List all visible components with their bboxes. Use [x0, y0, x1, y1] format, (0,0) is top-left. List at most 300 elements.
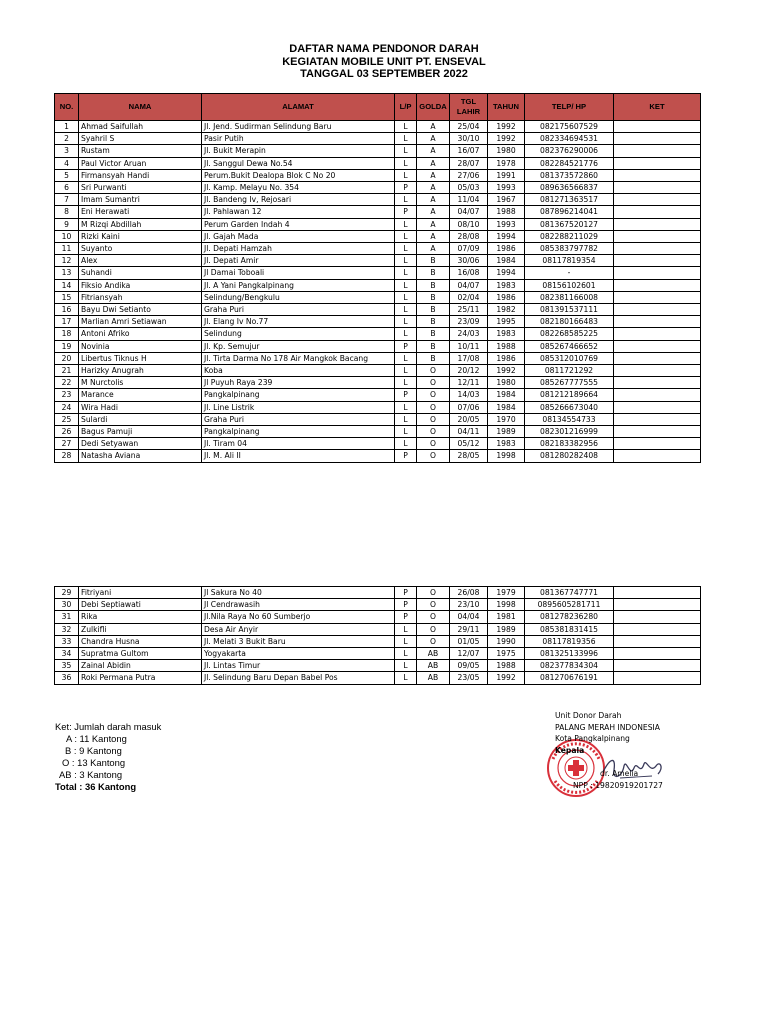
cell-telp: 081373572860 — [525, 169, 614, 181]
cell-nama: M Rizqi Abdillah — [79, 218, 202, 230]
cell-golda: O — [417, 611, 450, 623]
cell-tahun: 1988 — [488, 660, 525, 672]
cell-golda: O — [417, 587, 450, 599]
cell-ket — [614, 121, 701, 133]
table-row — [55, 623, 701, 635]
cell-nama: Rizki Kaini — [79, 230, 202, 242]
cell-golda: A — [417, 230, 450, 242]
cell-no: 29 — [55, 587, 79, 599]
cell-lp: L — [395, 635, 417, 647]
cell-lp: L — [395, 255, 417, 267]
cell-telp: 0811721292 — [525, 365, 614, 377]
cell-golda: A — [417, 206, 450, 218]
cell-no: 15 — [55, 291, 79, 303]
cell-no: 31 — [55, 611, 79, 623]
sig-org-unit: Unit Donor Darah — [555, 711, 622, 720]
table-row — [55, 157, 701, 169]
table-row — [55, 230, 701, 242]
table-row — [55, 377, 701, 389]
table-row — [55, 182, 701, 194]
cell-telp: 081367520127 — [525, 218, 614, 230]
cell-golda: B — [417, 267, 450, 279]
cell-tgl-lahir: 16/08 — [450, 267, 488, 279]
cell-tgl-lahir: 20/12 — [450, 365, 488, 377]
cell-no: 25 — [55, 413, 79, 425]
cell-nama: Syahril S — [79, 133, 202, 145]
cell-tahun: 1979 — [488, 587, 525, 599]
document-date: TANGGAL 03 SEPTEMBER 2022 — [300, 68, 468, 80]
cell-alamat: Jl. Kp. Semujur — [202, 340, 395, 352]
cell-tgl-lahir: 23/05 — [450, 672, 488, 684]
cell-alamat: Jl. Depati Amir — [202, 255, 395, 267]
cell-ket — [614, 206, 701, 218]
cell-nama: Marlian Amri Setiawan — [79, 316, 202, 328]
cell-ket — [614, 389, 701, 401]
table-row — [55, 389, 701, 401]
cell-telp: 085267777555 — [525, 377, 614, 389]
cell-alamat: Jl. Pahlawan 12 — [202, 206, 395, 218]
cell-alamat: Jl. Bukit Merapin — [202, 145, 395, 157]
summary-type-o: O : 13 Kantong — [62, 757, 126, 769]
table-row — [55, 255, 701, 267]
cell-ket — [614, 672, 701, 684]
cell-alamat: Pangkalpinang — [202, 426, 395, 438]
cell-golda: A — [417, 121, 450, 133]
cell-golda: O — [417, 401, 450, 413]
cell-tgl-lahir: 04/04 — [450, 611, 488, 623]
cell-alamat: Jl Damai Toboali — [202, 267, 395, 279]
cell-ket — [614, 304, 701, 316]
cell-alamat: Jl Cendrawasih — [202, 599, 395, 611]
summary-type-b: B : 9 Kantong — [65, 745, 122, 757]
cell-lp: L — [395, 169, 417, 181]
cell-golda: AB — [417, 648, 450, 660]
cell-golda: O — [417, 438, 450, 450]
cell-ket — [614, 328, 701, 340]
cell-tahun: 1982 — [488, 304, 525, 316]
table-row — [55, 206, 701, 218]
cell-alamat: Selindung — [202, 328, 395, 340]
cell-nama: Harizky Anugrah — [79, 365, 202, 377]
table-row — [55, 340, 701, 352]
sig-org-name: PALANG MERAH INDONESIA — [555, 722, 660, 732]
cell-golda: O — [417, 599, 450, 611]
cell-no: 17 — [55, 316, 79, 328]
cell-tgl-lahir: 20/05 — [450, 413, 488, 425]
cell-lp: L — [395, 316, 417, 328]
cell-tahun: 1998 — [488, 599, 525, 611]
cell-lp: L — [395, 304, 417, 316]
cell-alamat: Pangkalpinang — [202, 389, 395, 401]
cell-tgl-lahir: 27/06 — [450, 169, 488, 181]
cell-lp: L — [395, 267, 417, 279]
cell-nama: Ahmad Saifullah — [79, 121, 202, 133]
cell-telp: 08134554733 — [525, 413, 614, 425]
table-row — [55, 611, 701, 623]
cell-golda: A — [417, 133, 450, 145]
cell-alamat: Koba — [202, 365, 395, 377]
cell-telp: 082175607529 — [525, 121, 614, 133]
cell-tgl-lahir: 30/06 — [450, 255, 488, 267]
cell-alamat: Jl Puyuh Raya 239 — [202, 377, 395, 389]
cell-alamat: Jl. Tiram 04 — [202, 438, 395, 450]
table-row — [55, 328, 701, 340]
cell-no: 34 — [55, 648, 79, 660]
col-header-lp: L/P — [395, 94, 417, 121]
sig-role: Kepala — [555, 745, 585, 755]
table-header-row — [55, 94, 701, 121]
cell-tgl-lahir: 24/03 — [450, 328, 488, 340]
cell-tahun: 1992 — [488, 121, 525, 133]
cell-lp: L — [395, 365, 417, 377]
cell-telp: - — [525, 267, 614, 279]
cell-tgl-lahir: 28/07 — [450, 157, 488, 169]
cell-lp: L — [395, 623, 417, 635]
cell-telp: 081391537111 — [525, 304, 614, 316]
cell-ket — [614, 255, 701, 267]
cell-tahun: 1983 — [488, 328, 525, 340]
cell-telp: 081271363517 — [525, 194, 614, 206]
table-row — [55, 352, 701, 364]
cell-ket — [614, 169, 701, 181]
table-row — [55, 243, 701, 255]
cell-no: 22 — [55, 377, 79, 389]
summary-total: Total : 36 Kantong — [55, 781, 137, 793]
cell-lp: L — [395, 218, 417, 230]
cell-lp: L — [395, 413, 417, 425]
cell-nama: Suhandi — [79, 267, 202, 279]
cell-tgl-lahir: 26/08 — [450, 587, 488, 599]
cell-no: 18 — [55, 328, 79, 340]
cell-no: 6 — [55, 182, 79, 194]
table-row — [55, 291, 701, 303]
cell-telp: 082288211029 — [525, 230, 614, 242]
table-row — [55, 145, 701, 157]
cell-tgl-lahir: 04/11 — [450, 426, 488, 438]
cell-nama: Fitriyani — [79, 587, 202, 599]
cell-ket — [614, 157, 701, 169]
cell-no: 19 — [55, 340, 79, 352]
cell-tgl-lahir: 12/07 — [450, 648, 488, 660]
cell-ket — [614, 365, 701, 377]
cell-tahun: 1991 — [488, 169, 525, 181]
table-row — [55, 316, 701, 328]
cell-telp: 08156102601 — [525, 279, 614, 291]
cell-tahun: 1984 — [488, 389, 525, 401]
summary-type-ab: AB : 3 Kantong — [59, 769, 123, 781]
table-row — [55, 587, 701, 599]
cell-nama: Suyanto — [79, 243, 202, 255]
cell-alamat: Jl. Melati 3 Bukit Baru — [202, 635, 395, 647]
cell-no: 8 — [55, 206, 79, 218]
cell-tahun: 1983 — [488, 279, 525, 291]
cell-tahun: 1986 — [488, 291, 525, 303]
cell-ket — [614, 352, 701, 364]
cell-ket — [614, 611, 701, 623]
cell-golda: O — [417, 389, 450, 401]
cell-golda: A — [417, 157, 450, 169]
cell-tgl-lahir: 11/04 — [450, 194, 488, 206]
cell-telp: 082381166008 — [525, 291, 614, 303]
cell-tahun: 1989 — [488, 623, 525, 635]
signature-block — [555, 710, 663, 791]
cell-telp: 08117819354 — [525, 255, 614, 267]
cell-telp: 082284521776 — [525, 157, 614, 169]
cell-tahun: 1989 — [488, 426, 525, 438]
cell-telp: 085267466652 — [525, 340, 614, 352]
cell-golda: O — [417, 377, 450, 389]
table-row — [55, 267, 701, 279]
cell-golda: B — [417, 255, 450, 267]
cell-ket — [614, 401, 701, 413]
cell-nama: Supratma Gultom — [79, 648, 202, 660]
cell-golda: O — [417, 450, 450, 462]
cell-nama: Fiksio Andika — [79, 279, 202, 291]
cell-tahun: 1990 — [488, 635, 525, 647]
cell-alamat: Jl. Gajah Mada — [202, 230, 395, 242]
donor-table-body-part2 — [55, 587, 701, 685]
cell-nama: Paul Victor Aruan — [79, 157, 202, 169]
cell-lp: L — [395, 438, 417, 450]
cell-tahun: 1994 — [488, 267, 525, 279]
cell-ket — [614, 340, 701, 352]
cell-tgl-lahir: 28/08 — [450, 230, 488, 242]
cell-telp: 081280282408 — [525, 450, 614, 462]
cell-alamat: Jl. Line Listrik — [202, 401, 395, 413]
table-row — [55, 648, 701, 660]
cell-tahun: 1986 — [488, 352, 525, 364]
cell-ket — [614, 377, 701, 389]
cell-tahun: 1975 — [488, 648, 525, 660]
cell-tahun: 1988 — [488, 340, 525, 352]
cell-nama: Zulkifli — [79, 623, 202, 635]
cell-alamat: Jl. Lintas Timur — [202, 660, 395, 672]
cell-tgl-lahir: 28/05 — [450, 450, 488, 462]
cell-alamat: Desa Air Anyir — [202, 623, 395, 635]
cell-tgl-lahir: 12/11 — [450, 377, 488, 389]
cell-no: 16 — [55, 304, 79, 316]
cell-no: 11 — [55, 243, 79, 255]
cell-golda: B — [417, 316, 450, 328]
cell-alamat: Jl. Elang Iv No.77 — [202, 316, 395, 328]
cell-tahun: 1980 — [488, 377, 525, 389]
table-row — [55, 401, 701, 413]
cell-lp: L — [395, 352, 417, 364]
cell-telp: 081278236280 — [525, 611, 614, 623]
cell-tgl-lahir: 16/07 — [450, 145, 488, 157]
cell-ket — [614, 450, 701, 462]
cell-ket — [614, 218, 701, 230]
cell-tahun: 1995 — [488, 316, 525, 328]
col-header-ket: KET — [614, 94, 701, 121]
table-row — [55, 279, 701, 291]
cell-nama: Alex — [79, 255, 202, 267]
cell-telp: 085266673040 — [525, 401, 614, 413]
cell-tahun: 1981 — [488, 611, 525, 623]
cell-alamat: Jl. Bandeng Iv, Rejosari — [202, 194, 395, 206]
cell-no: 14 — [55, 279, 79, 291]
cell-tgl-lahir: 08/10 — [450, 218, 488, 230]
cell-nama: Zainal Abidin — [79, 660, 202, 672]
cell-ket — [614, 623, 701, 635]
cell-telp: 081270676191 — [525, 672, 614, 684]
cell-golda: O — [417, 426, 450, 438]
cell-nama: Eni Herawati — [79, 206, 202, 218]
cell-tahun: 1980 — [488, 145, 525, 157]
col-header-golda: GOLDA — [417, 94, 450, 121]
cell-lp: L — [395, 121, 417, 133]
summary-intro: Ket: Jumlah darah masuk — [55, 721, 162, 732]
cell-nama: Bayu Dwi Setianto — [79, 304, 202, 316]
cell-golda: A — [417, 194, 450, 206]
cell-no: 20 — [55, 352, 79, 364]
col-header-nama: NAMA — [79, 94, 202, 121]
cell-alamat: Selindung/Bengkulu — [202, 291, 395, 303]
cell-telp: 085312010769 — [525, 352, 614, 364]
donor-table-body-part1 — [55, 121, 701, 463]
cell-telp: 081212189664 — [525, 389, 614, 401]
cell-tahun: 1967 — [488, 194, 525, 206]
cell-telp: 082180166483 — [525, 316, 614, 328]
table-row — [55, 672, 701, 684]
cell-ket — [614, 587, 701, 599]
cell-telp: 082268585225 — [525, 328, 614, 340]
cell-tahun: 1984 — [488, 255, 525, 267]
cell-lp: L — [395, 291, 417, 303]
cell-telp: 0895605281711 — [525, 599, 614, 611]
cell-ket — [614, 599, 701, 611]
cell-lp: L — [395, 133, 417, 145]
col-header-tgl-lahir: TGL LAHIR — [450, 94, 488, 121]
cell-tahun: 1992 — [488, 365, 525, 377]
cell-no: 24 — [55, 401, 79, 413]
cell-alamat: Perum Garden Indah 4 — [202, 218, 395, 230]
cell-ket — [614, 413, 701, 425]
cell-ket — [614, 133, 701, 145]
cell-lp: P — [395, 182, 417, 194]
cell-no: 4 — [55, 157, 79, 169]
cell-nama: Dedi Setyawan — [79, 438, 202, 450]
cell-ket — [614, 438, 701, 450]
cell-no: 12 — [55, 255, 79, 267]
cell-no: 10 — [55, 230, 79, 242]
cell-telp: 081325133996 — [525, 648, 614, 660]
cell-golda: A — [417, 182, 450, 194]
cell-tgl-lahir: 02/04 — [450, 291, 488, 303]
cell-lp: L — [395, 401, 417, 413]
cell-no: 36 — [55, 672, 79, 684]
cell-no: 35 — [55, 660, 79, 672]
cell-golda: B — [417, 279, 450, 291]
cell-no: 27 — [55, 438, 79, 450]
cell-lp: P — [395, 611, 417, 623]
cell-golda: B — [417, 352, 450, 364]
cell-tgl-lahir: 04/07 — [450, 279, 488, 291]
cell-nama: Sri Purwanti — [79, 182, 202, 194]
cell-lp: L — [395, 157, 417, 169]
cell-tgl-lahir: 30/10 — [450, 133, 488, 145]
cell-alamat: Pasir Putih — [202, 133, 395, 145]
cell-tgl-lahir: 05/03 — [450, 182, 488, 194]
col-header-tahun: TAHUN — [488, 94, 525, 121]
cell-nama: Sulardi — [79, 413, 202, 425]
cell-ket — [614, 243, 701, 255]
cell-tahun: 1992 — [488, 133, 525, 145]
table-row — [55, 218, 701, 230]
cell-golda: O — [417, 365, 450, 377]
table-row — [55, 133, 701, 145]
cell-alamat: Jl Sakura No 40 — [202, 587, 395, 599]
document-title: DAFTAR NAMA PENDONOR DARAH — [289, 43, 479, 55]
cell-alamat: Jl. Depati Hamzah — [202, 243, 395, 255]
cell-lp: P — [395, 206, 417, 218]
cell-lp: L — [395, 660, 417, 672]
cell-telp: 087896214041 — [525, 206, 614, 218]
cell-lp: L — [395, 194, 417, 206]
cell-alamat: Jl. Tirta Darma No 178 Air Mangkok Bacang — [202, 352, 395, 364]
cell-tgl-lahir: 14/03 — [450, 389, 488, 401]
cell-ket — [614, 316, 701, 328]
cell-alamat: Graha Puri — [202, 413, 395, 425]
cell-golda: B — [417, 328, 450, 340]
table-row — [55, 599, 701, 611]
cell-tgl-lahir: 09/05 — [450, 660, 488, 672]
cell-nama: Marance — [79, 389, 202, 401]
cell-tgl-lahir: 10/11 — [450, 340, 488, 352]
cell-tgl-lahir: 07/09 — [450, 243, 488, 255]
cell-tgl-lahir: 01/05 — [450, 635, 488, 647]
cell-tahun: 1984 — [488, 401, 525, 413]
cell-nama: Rika — [79, 611, 202, 623]
cell-nama: Rustam — [79, 145, 202, 157]
cell-tgl-lahir: 05/12 — [450, 438, 488, 450]
cell-nama: Libertus Tiknus H — [79, 352, 202, 364]
cell-lp: P — [395, 599, 417, 611]
cell-no: 32 — [55, 623, 79, 635]
cell-golda: AB — [417, 660, 450, 672]
table-row — [55, 121, 701, 133]
cell-golda: AB — [417, 672, 450, 684]
cell-lp: L — [395, 377, 417, 389]
cell-telp: 085383797782 — [525, 243, 614, 255]
cell-alamat: Jl. A Yani Pangkalpinang — [202, 279, 395, 291]
cell-alamat: Jl. Selindung Baru Depan Babel Pos — [202, 672, 395, 684]
table-row — [55, 304, 701, 316]
cell-ket — [614, 194, 701, 206]
cell-alamat: Jl. Sanggul Dewa No.54 — [202, 157, 395, 169]
cell-telp: 08117819356 — [525, 635, 614, 647]
sig-name: dr. Amelia — [600, 769, 639, 778]
cell-lp: L — [395, 230, 417, 242]
cell-lp: L — [395, 279, 417, 291]
table-row — [55, 194, 701, 206]
sig-city: Kota Pangkalpinang — [555, 734, 630, 743]
cell-tahun: 1993 — [488, 218, 525, 230]
cell-golda: O — [417, 623, 450, 635]
cell-nama: M Nurctolis — [79, 377, 202, 389]
cell-no: 21 — [55, 365, 79, 377]
cell-lp: L — [395, 145, 417, 157]
cell-tahun: 1988 — [488, 206, 525, 218]
table-row — [55, 635, 701, 647]
summary-type-a: A : 11 Kantong — [66, 733, 127, 745]
cell-telp: 082183382956 — [525, 438, 614, 450]
cell-ket — [614, 426, 701, 438]
cell-no: 13 — [55, 267, 79, 279]
cell-telp: 089636566837 — [525, 182, 614, 194]
cell-lp: L — [395, 243, 417, 255]
table-row — [55, 169, 701, 181]
